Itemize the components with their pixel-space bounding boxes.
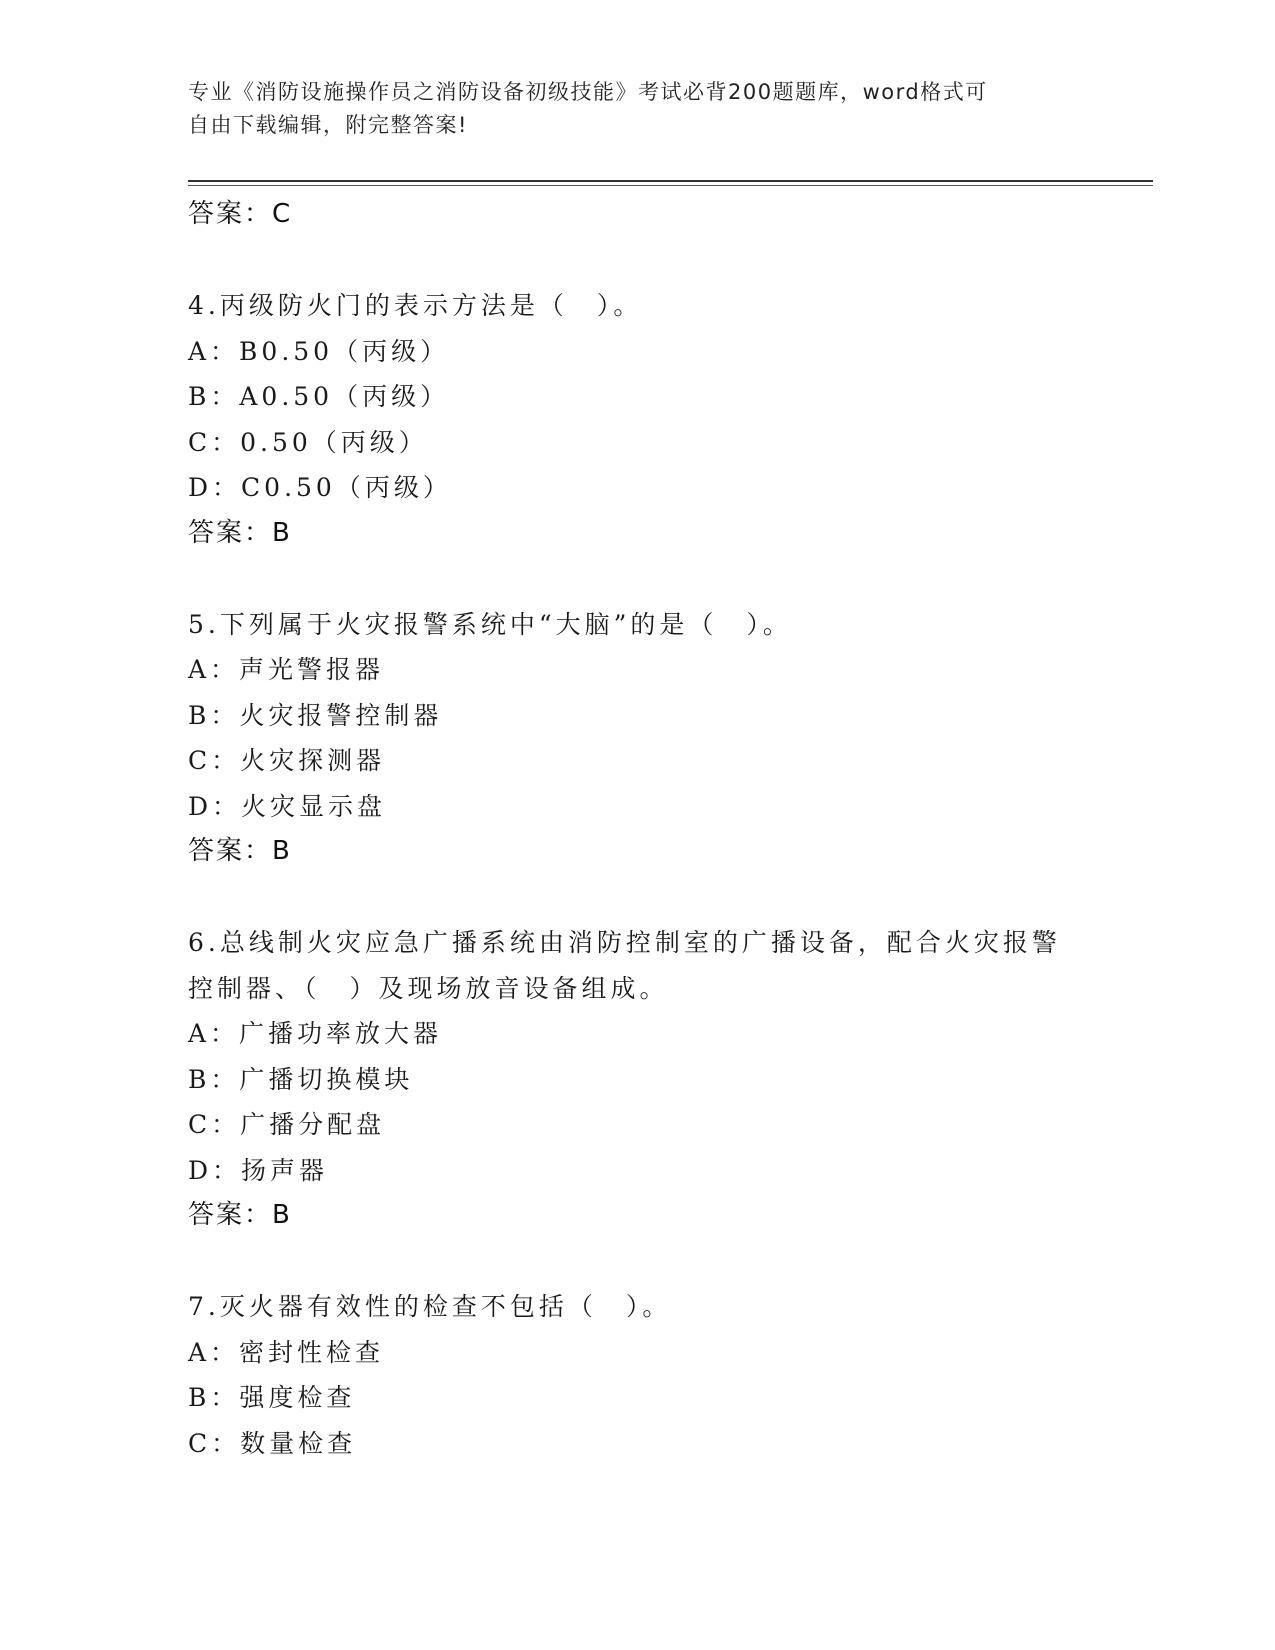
answer-line: 答案：B <box>188 836 292 866</box>
question-stem: 5.下列属于火灾报警系统中“大脑”的是（ ）。 <box>188 609 792 639</box>
option-b: B：A0.50（丙级） <box>188 382 450 411</box>
option-c: C：0.50（丙级） <box>188 427 428 457</box>
header-line-1: 专业《消防设施操作员之消防设备初级技能》考试必背200题题库，word格式可 <box>188 80 988 104</box>
question-list <box>188 192 1088 1466</box>
option-c: C：广播分配盘 <box>188 1110 386 1139</box>
answer-line: 答案：C <box>188 199 293 229</box>
header-divider-thin <box>188 185 1153 186</box>
option-d: D：火灾显示盘 <box>188 791 387 821</box>
header-line-2: 自由下载编辑，附完整答案! <box>188 113 468 137</box>
option-c: C：火灾探测器 <box>188 746 386 775</box>
option-a: A：密封性检查 <box>188 1337 385 1367</box>
option-b: B：强度检查 <box>188 1383 356 1412</box>
spacer <box>188 556 1088 602</box>
question-stem: 4.丙级防火门的表示方法是（ ）。 <box>188 291 643 320</box>
option-a: A：B0.50（丙级） <box>188 336 450 366</box>
question-stem-line-2: 控制器、（ ）及现场放音设备组成。 <box>188 973 669 1003</box>
option-a: A：广播功率放大器 <box>188 1019 443 1048</box>
header-divider <box>188 180 1153 182</box>
question-stem-line-1: 6.总线制火灾应急广播系统由消防控制室的广播设备，配合火灾报警 <box>188 928 1061 957</box>
answer-line: 答案：B <box>188 1200 292 1230</box>
question-stem: 7.灭火器有效性的检查不包括（ ）。 <box>188 1292 672 1321</box>
answer-line: 答案：B <box>188 517 292 548</box>
page-header <box>188 76 1088 142</box>
spacer <box>188 1239 1088 1285</box>
option-b: B：广播切换模块 <box>188 1064 414 1094</box>
option-c: C：数量检查 <box>188 1428 357 1458</box>
option-d: D：C0.50（丙级） <box>188 473 452 502</box>
question-item-7 <box>188 1284 1088 1466</box>
spacer <box>188 238 1088 284</box>
option-d: D：扬声器 <box>188 1155 329 1185</box>
option-b: B：火灾报警控制器 <box>188 700 443 730</box>
question-item-4 <box>188 283 1088 556</box>
spacer <box>188 875 1088 921</box>
question-item-6 <box>188 920 1088 1239</box>
option-a: A：声光警报器 <box>188 655 385 684</box>
question-item-5 <box>188 602 1088 875</box>
